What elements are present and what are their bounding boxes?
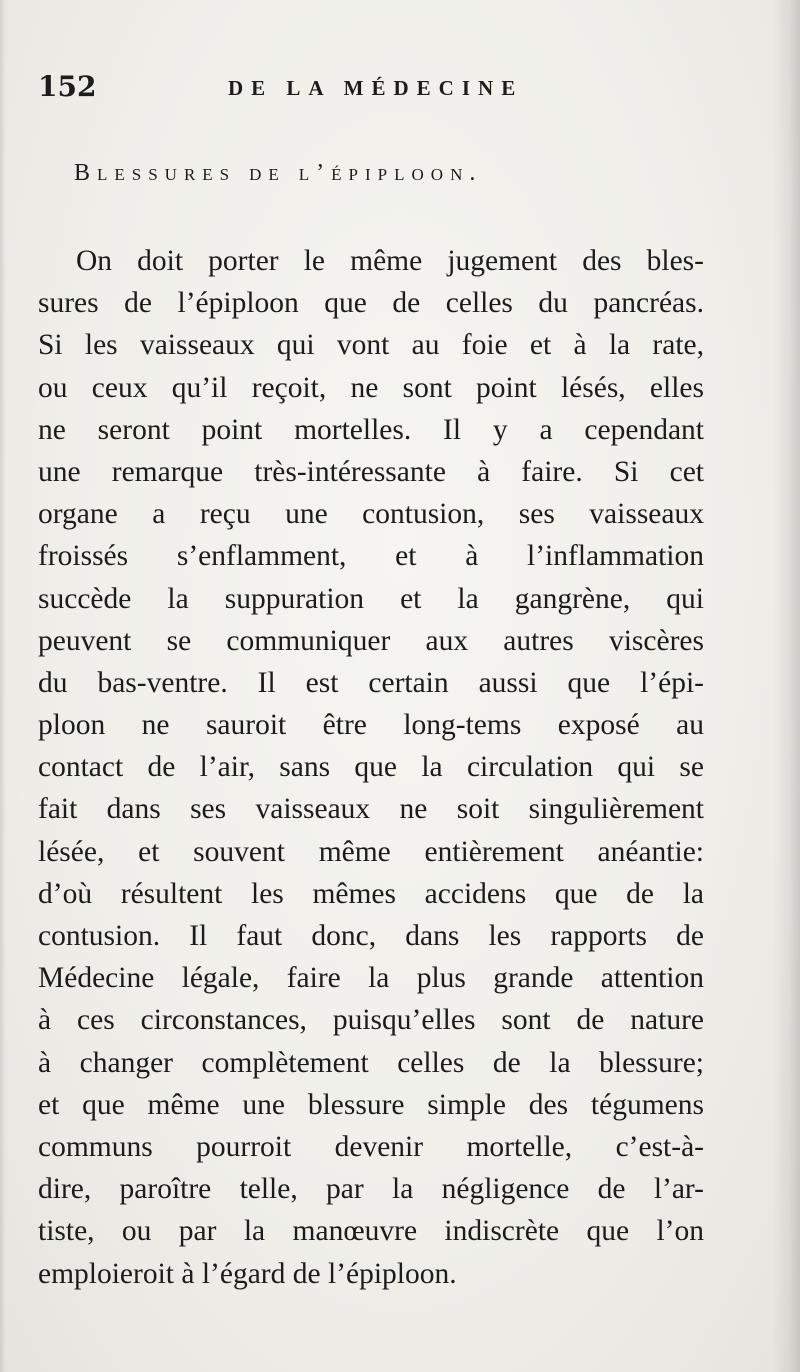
text-line: une remarque très-intéressante à faire. Si cet: [38, 455, 704, 488]
text-line: communs pourroit devenir mortelle, c’est-à-: [38, 1130, 704, 1163]
section-heading: Blessures de l’épiploon.: [74, 160, 483, 186]
text-line: à changer complètement celles de la blessure;: [38, 1046, 704, 1079]
text-line: On doit porter le même jugement des bles-: [76, 245, 704, 277]
body-text: [38, 240, 704, 1295]
text-line: succède la suppuration et la gangrène, qui: [38, 582, 704, 615]
text-line: à ces circonstances, puisqu’elles sont de nature: [38, 1004, 704, 1037]
text-line: ne seront point mortelles. Il y a cependant: [38, 413, 704, 446]
text-line: ou ceux qu’il reçoit, ne sont point lésés, elles: [38, 371, 704, 404]
text-line: ploon ne sauroit être long-tems exposé au: [38, 709, 704, 742]
text-line: et que même une blessure simple des tégumens: [38, 1088, 704, 1121]
text-line: Si les vaisseaux qui vont au foie et à la rate,: [38, 329, 704, 362]
running-title: DE LA MÉDECINE: [228, 76, 524, 100]
text-line: froissés s’enflamment, et à l’inflammation: [38, 540, 704, 573]
text-line: Médecine légale, faire la plus grande attention: [38, 962, 704, 995]
text-line: sures de l’épiploon que de celles du pancréas.: [38, 287, 704, 320]
text-line: contact de l’air, sans que la circulation qui se: [38, 751, 704, 784]
page-number: 152: [38, 70, 97, 103]
gutter-shadow: [772, 0, 800, 1372]
text-line: organe a reçu une contusion, ses vaisseaux: [38, 498, 704, 531]
text-line: fait dans ses vaisseaux ne soit singulièrement: [38, 793, 704, 826]
running-head: [38, 70, 738, 110]
text-line: emploieroit à l’égard de l’épiploon.: [38, 1257, 457, 1290]
page-edge-shadow: [0, 0, 6, 1372]
text-line: lésée, et souvent même entièrement anéantie:: [38, 835, 704, 868]
text-line: du bas-ventre. Il est certain aussi que l’épi-: [38, 666, 704, 699]
text-line: d’où résultent les mêmes accidens que de la: [38, 877, 704, 910]
text-line: peuvent se communiquer aux autres viscères: [38, 624, 704, 657]
text-line: dire, paroître telle, par la négligence de l’ar-: [38, 1173, 704, 1206]
text-line: tiste, ou par la manœuvre indiscrète que l’on: [38, 1215, 704, 1248]
text-line: contusion. Il faut donc, dans les rapports de: [38, 920, 704, 952]
